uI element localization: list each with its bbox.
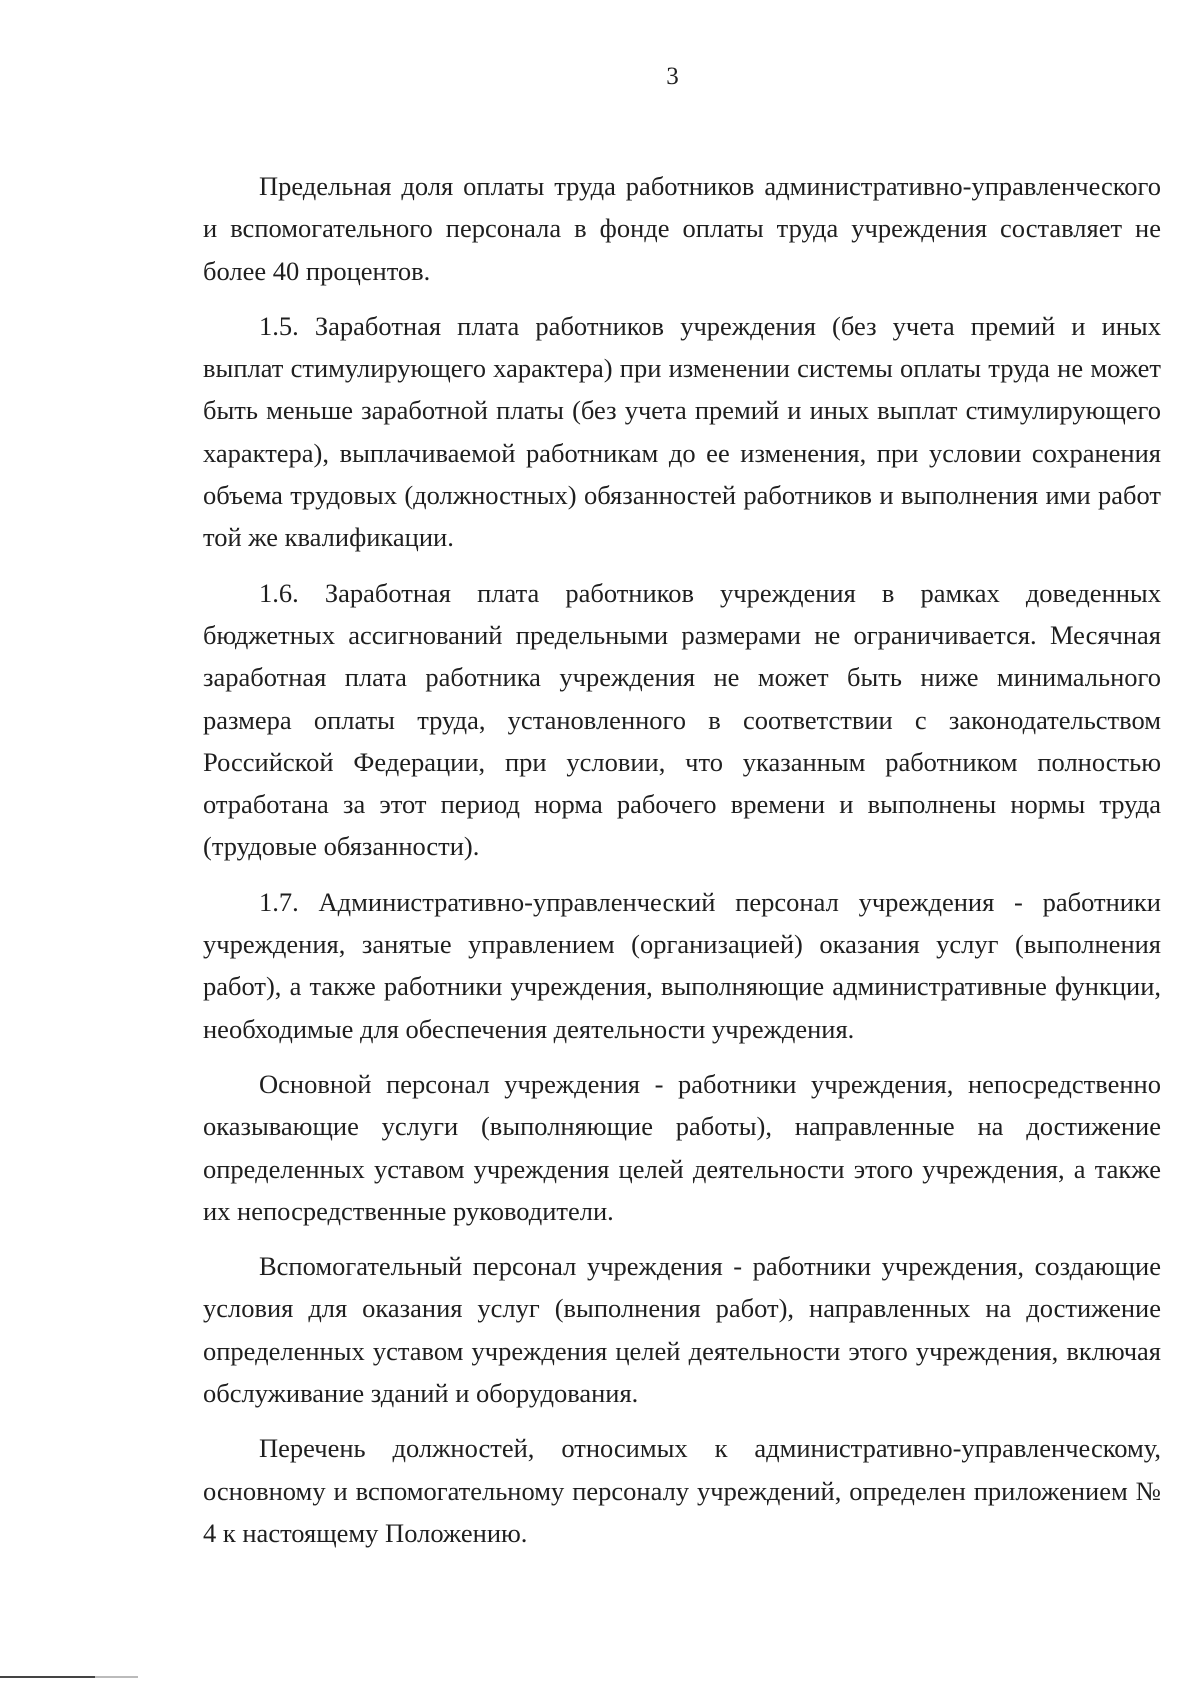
paragraph-positions-list: Перечень должностей, относимых к административно-управленческому, основному и вспомогательному персоналу учреждений, определен приложением № 4 к настоящему Положению. — [203, 1433, 1161, 1548]
page-number — [0, 62, 1200, 92]
page-number-text: 3 — [666, 63, 679, 90]
paragraph-support-staff: Вспомогательный персонал учреждения - работники учреждения, создающие условия для оказания услуг (выполнения работ), направленных на достижение определенных уставом учреждения целей деятельности этого учреждения, включая обслуживание зданий и оборудования. — [203, 1251, 1161, 1409]
scan-edge-mark — [0, 1676, 138, 1678]
paragraph-1-6: 1.6. Заработная плата работников учреждения в рамках доведенных бюджетных ассигнований предельными размерами не ограничивается. Месячная заработная плата работника учреждения не может быть ниже минимального размера оплаты труда, установленного в соответствии с законодательством Российской Федерации, при условии, что указанным работником полностью отработана за этот период норма рабочего времени и выполнены нормы труда (трудовые обязанности). — [203, 577, 1161, 862]
paragraph-1-5: 1.5. Заработная плата работников учреждения (без учета премий и иных выплат стимулирующего характера) при изменении системы оплаты труда не может быть меньше заработной платы (без учета премий и иных выплат стимулирующего характера), выплачиваемой работникам до ее изменения, при условии сохранения объема трудовых (должностных) обязанностей работников и выполнения ими работ той же квалификации. — [203, 310, 1161, 553]
paragraph-1-7: 1.7. Административно-управленческий персонал учреждения - работники учреждения, занятые управлением (организацией) оказания услуг (выполнения работ), а также работники учреждения, выполняющие административные функции, необходимые для обеспечения деятельности учреждения. — [203, 886, 1161, 1044]
paragraph-payroll-share: Предельная доля оплаты труда работников административно-управленческого и вспомогательного персонала в фонде оплаты труда учреждения составляет не более 40 процентов. — [203, 171, 1161, 286]
paragraph-main-staff: Основной персонал учреждения - работники учреждения, непосредственно оказывающие услуги (выполняющие работы), направленные на достижение определенных уставом учреждения целей деятельности этого учреждения, а также их непосредственные руководители. — [203, 1068, 1161, 1226]
document-body — [203, 165, 1161, 1567]
